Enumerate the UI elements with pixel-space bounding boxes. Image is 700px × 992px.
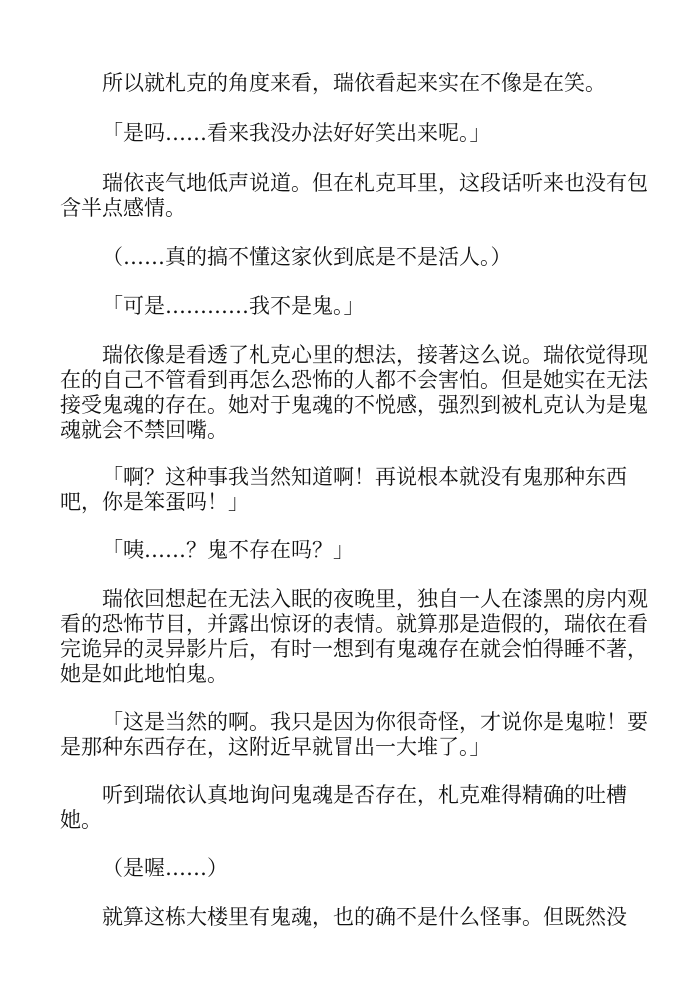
paragraph-7: 「啊？这种事我当然知道啊！再说根本就没有鬼那种东西吧，你是笨蛋吗！」 <box>60 465 627 514</box>
paragraph-9: 瑞依回想起在无法入眠的夜晚里，独自一人在漆黑的房内观看的恐怖节目，并露出惊讶的表情。就算那是造假的，瑞依在看完诡异的灵异影片后，有时一想到有鬼魂存在就会怕得睡不著，她是如此地怕鬼。 <box>60 587 648 686</box>
paragraph-11: 听到瑞依认真地询问鬼魂是否存在，札克难得精确的吐槽她。 <box>60 783 627 832</box>
paragraph-3: 瑞依丧气地低声说道。但在札克耳里，这段话听来也没有包含半点感情。 <box>60 171 648 220</box>
paragraph-4: （……真的搞不懂这家伙到底是不是活人。） <box>102 245 512 269</box>
paragraph-12: （是喔……） <box>102 856 228 880</box>
paragraph-1: 所以就札克的角度来看，瑞依看起来实在不像是在笑。 <box>102 71 606 95</box>
paragraph-5: 「可是…………我不是鬼。」 <box>102 294 365 318</box>
paragraph-8: 「咦……？鬼不存在吗？」 <box>102 538 354 562</box>
paragraph-13: 就算这栋大楼里有鬼魂，也的确不是什么怪事。但既然没 <box>102 905 627 929</box>
novel-page <box>60 0 650 992</box>
paragraph-6: 瑞依像是看透了札克心里的想法，接著这么说。瑞依觉得现在的自己不管看到再怎么恐怖的人都不会害怕。但是她实在无法接受鬼魂的存在。她对于鬼魂的不悦感，强烈到被札克认为是鬼魂就会不禁回嘴。 <box>60 343 648 442</box>
paragraph-10: 「这是当然的啊。我只是因为你很奇怪，才说你是鬼啦！要是那种东西存在，这附近早就冒出一大堆了。」 <box>60 710 648 759</box>
paragraph-2: 「是吗……看来我没办法好好笑出来呢。」 <box>102 121 491 145</box>
